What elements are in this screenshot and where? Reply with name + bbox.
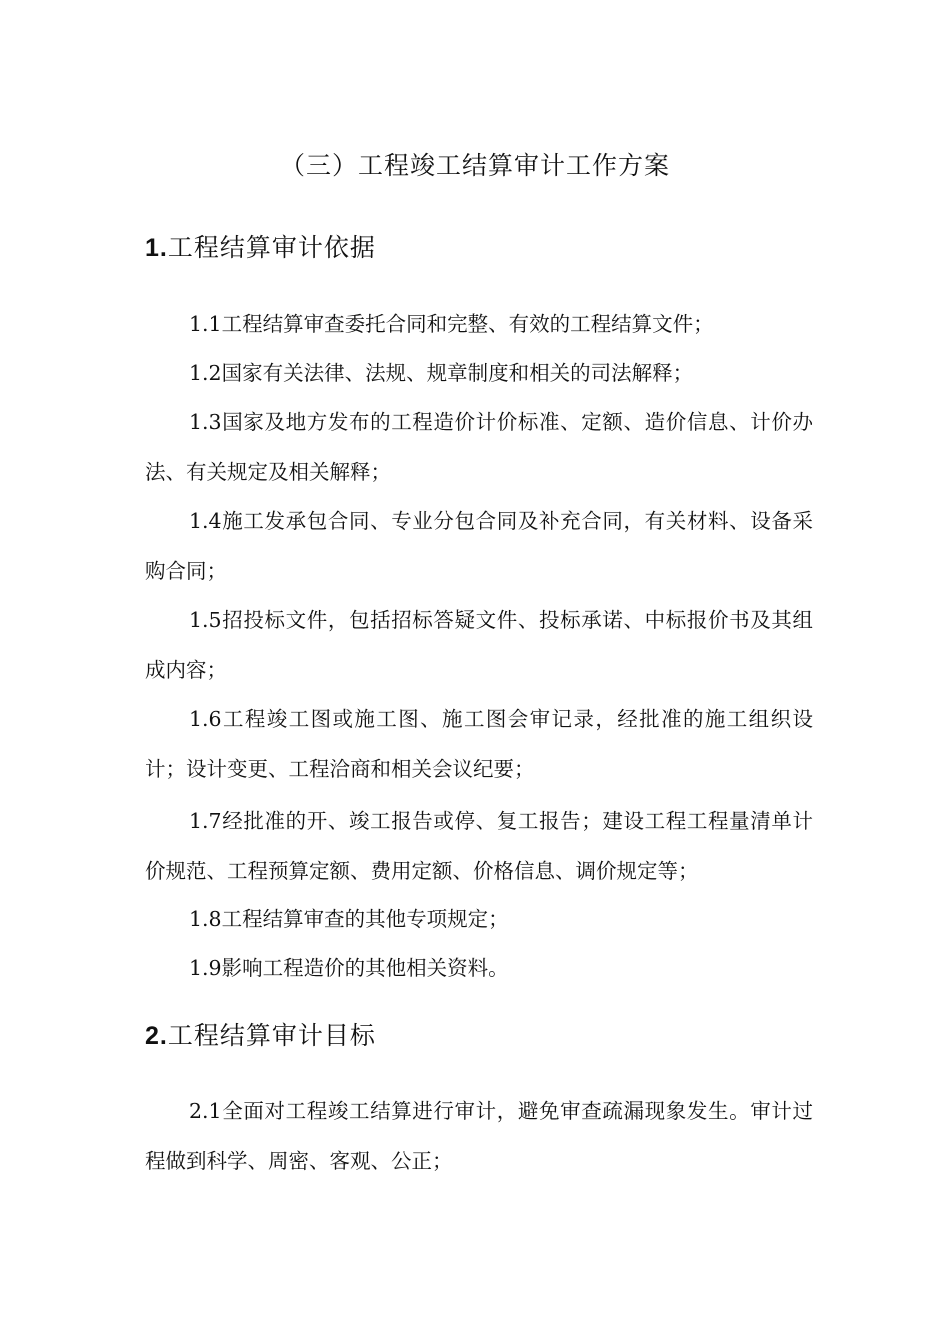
paragraph-1-9: 1.9影响工程造价的其他相关资料。	[189, 956, 509, 980]
paragraph-2-1: 2.1全面对工程竣工结算进行审计，避免审查疏漏现象发生。审计过程做到科学、周密、客观、公正；	[145, 1099, 813, 1173]
paragraph-1-3: 1.3国家及地方发布的工程造价计价标准、定额、造价信息、计价办法、有关规定及相关解释；	[145, 410, 813, 484]
section-heading-1	[145, 228, 376, 268]
section-number: 2.	[145, 1022, 168, 1050]
paragraph-1-8: 1.8工程结算审查的其他专项规定；	[189, 907, 509, 931]
section-heading-2	[145, 1016, 376, 1056]
paragraph-1-1: 1.1工程结算审查委托合同和完整、有效的工程结算文件；	[189, 312, 714, 336]
paragraph-1-2: 1.2国家有关法律、法规、规章制度和相关的司法解释；	[189, 361, 694, 385]
section-heading-text: 工程结算审计依据	[167, 233, 376, 262]
paragraph-1-6: 1.6工程竣工图或施工图、施工图会审记录，经批准的施工组织设计；设计变更、工程洽商和相关会议纪要；	[145, 707, 813, 781]
section-heading-text: 工程结算审计目标	[167, 1021, 376, 1050]
section-number: 1.	[145, 234, 168, 262]
paragraph-1-7: 1.7经批准的开、竣工报告或停、复工报告；建设工程工程量清单计价规范、工程预算定额、费用定额、价格信息、调价规定等；	[145, 809, 813, 883]
document-title: （三）工程竣工结算审计工作方案	[279, 151, 670, 180]
paragraph-1-5: 1.5招投标文件，包括招标答疑文件、投标承诺、中标报价书及其组成内容；	[145, 608, 813, 682]
paragraph-1-4: 1.4施工发承包合同、专业分包合同及补充合同，有关材料、设备采购合同；	[145, 509, 813, 583]
